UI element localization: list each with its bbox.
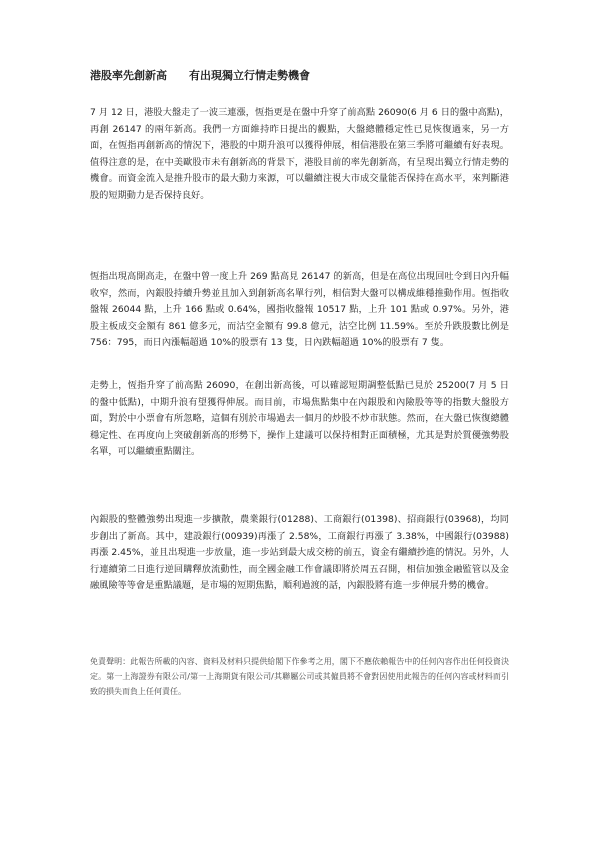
paragraph-bank-stocks: 內銀股的整體強勢出現進一步擴散，農業銀行(01288)、工商銀行(01398)、招商銀行(03968)，均同步創出了新高。其中，建設銀行(00939)再漲了 2.58%，工商銀行再漲了 3.38%，中國銀行(03988)再漲 2.45%，並且出現進一步放量，進一步站到最大成交榜的前五，資金有繼續抄進的情況。另外，人行連續第二日進行逆回購釋放流動性，而全國金融工作會議即將於周五召開，相信加強金融監管以及金融風險等等會是重點議題，是市場的短期焦點，順利過渡的話，內銀股將有進一步伸展升勢的機會。 [90,514,509,592]
disclaimer-text: 免責聲明：此報告所載的內容、資料及材料只提供給閣下作參考之用，閣下不應依賴報告中的任何內容作出任何投資決定。第一上海證券有限公司/第一上海期貨有限公司/其聯屬公司或其僱員將不會對因使用此報告的任何內容或材料而引致的損失而負上任何責任。 [90,657,509,696]
paragraph-index-close: 恆指出現高開高走，在盤中曾一度上升 269 點高見 26147 的新高，但是在高位出現回吐令到日內升幅收窄，然而，內銀股持續升勢並且加入到創新高名單行列，相信對大盤可以構成維穩推動作用。恆指收盤報 26044 點，上升 166 點或 0.64%，國指收盤報 10517 點，上升 101 點或 0.97%。另外，港股主板成交金額有 861 億多元，而沽空金額有 99.8 億元，沽空比例 11.59%。至於升跌股數比例是 756：795，而日內漲幅超過 10%的股票有 13 隻，日內跌幅超過 10%的股票有 7 隻。 [90,271,509,349]
paragraph-trend-analysis: 走勢上，恆指升穿了前高點 26090，在創出新高後，可以確認短期調整低點已見於 25200(7 月 5 日的盤中低點)，中期升浪有望獲得伸展。而目前，市場焦點集中在內銀股和內險股等等的指數大盤股方面，對於中小票會有所忽略，這個有別於市場過去一個月的炒股不炒市狀態。然而，在大盤已恢復總體穩定性、在再度向上突破創新高的形勢下，操作上建議可以保持相對正面積極，尤其是對於質優強勢股名單，可以繼續重點關注。 [90,380,509,458]
paragraph-market-overview: 7 月 12 日，港股大盤走了一波三連漲，恆指更是在盤中升穿了前高點 26090(6 月 6 日的盤中高點)，再創 26147 的兩年新高。我們一方面維持昨日提出的觀點，大盤總體穩定性已見恢復過來，另一方面，在恆指再創新高的情況下，港股的中期升浪可以獲得伸展，相信港股在第三季將可繼續有好表現。值得注意的是，在中美歐股市未有創新高的背景下，港股目前的率先創新高，有呈現出獨立行情走勢的機會。而資金流入是推升股市的最大動力來源，可以繼續注視大市成交量能否保持在高水平，來判斷港股的短期動力是否保持良好。 [90,107,509,201]
article-title: 港股率先創新高 有出現獨立行情走勢機會 [90,69,310,82]
